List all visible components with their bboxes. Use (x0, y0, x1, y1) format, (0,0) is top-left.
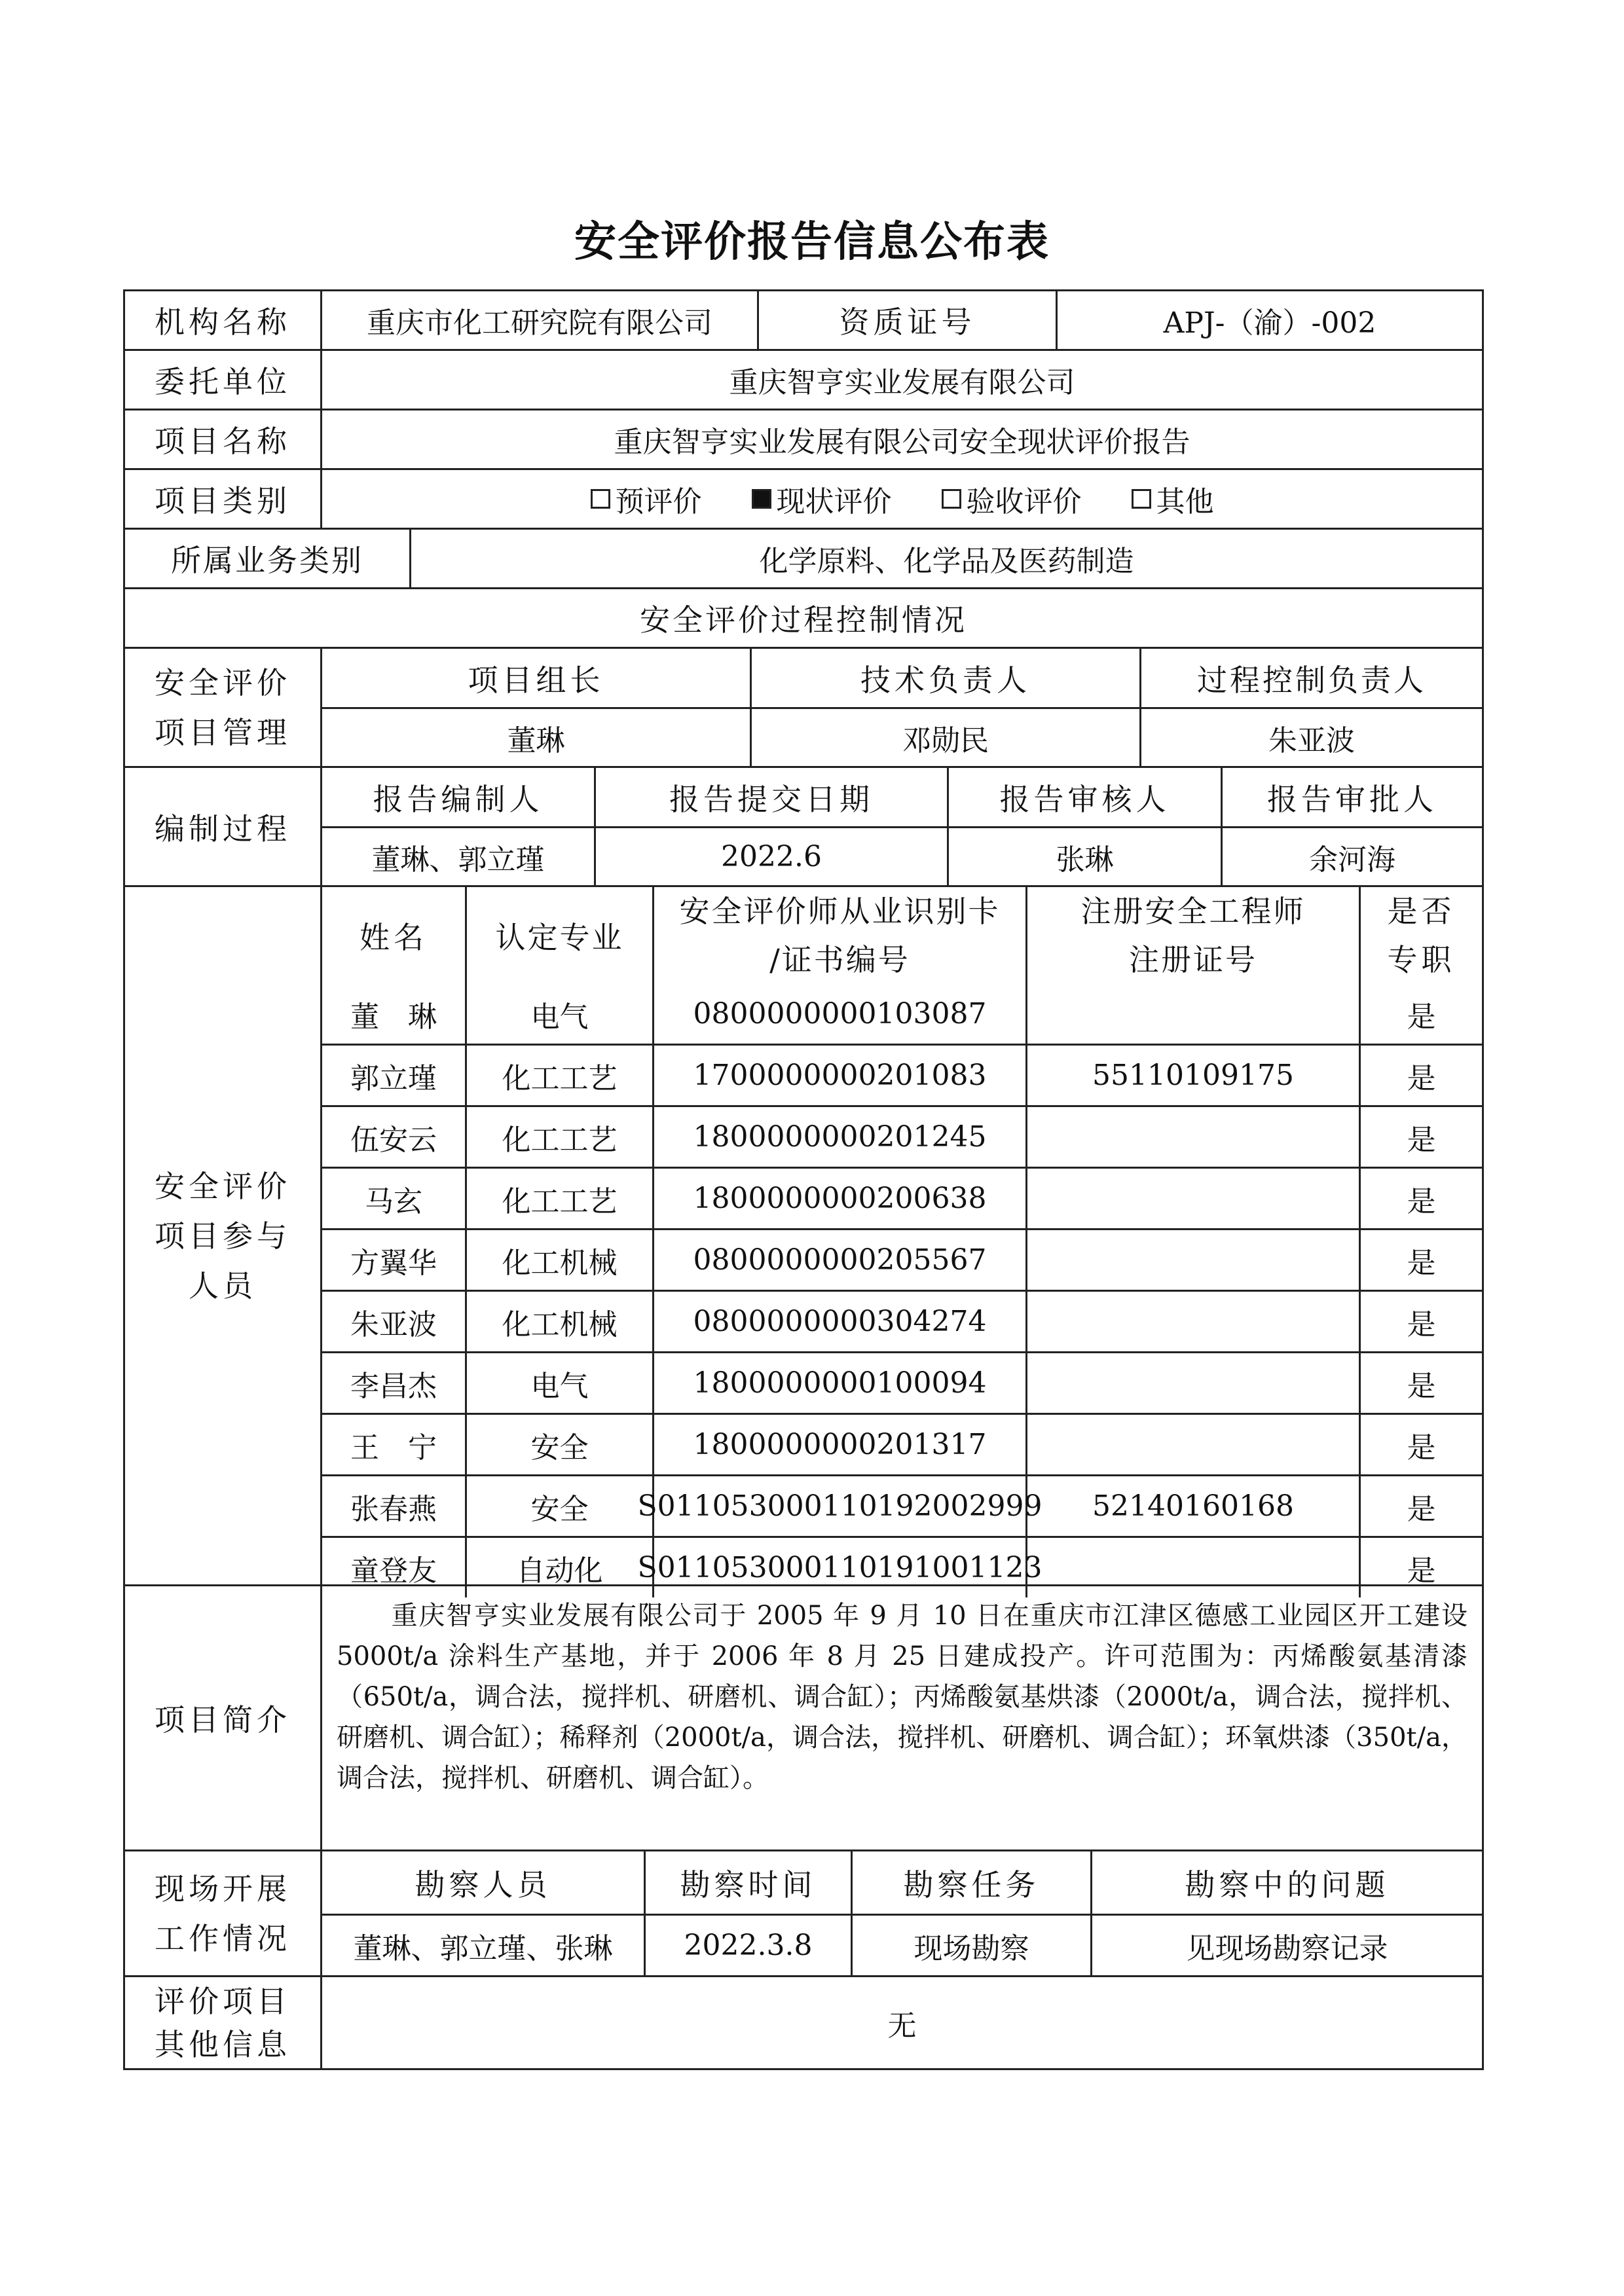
staff-card-cell: 0800000000304274 (654, 1292, 1027, 1351)
category-option-current: 现状评价 (752, 478, 892, 520)
staff-table-row (322, 1413, 1482, 1474)
staff-reg-cell (1027, 1292, 1361, 1351)
staff-full-cell: 是 (1407, 1369, 1436, 1403)
staff-name-cell: 李昌杰 (322, 1353, 467, 1413)
page-title: 安全评价报告信息公布表 (574, 217, 1050, 266)
staff-major-cell: 电气 (467, 1353, 654, 1413)
staff-reg-cell: 52140160168 (1027, 1476, 1361, 1536)
site-header: 勘察人员 (322, 1851, 646, 1914)
compile-header: 报告提交日期 (596, 768, 949, 826)
intro-text: 重庆智亨实业发展有限公司于 2005 年 9 月 10 日在重庆市江津区德感工业园区开工建设 5000t/a 涂料生产基地，并于 2006 年 8 月 25 日建成投产。许可范围为：丙烯酸氨基清漆（650t/a，调合法，搅拌机、研磨机、调合缸）；丙烯酸氨基烘漆（2000t/a，调合法，搅拌机、研磨机、调合缸）；稀释剂（2000t/a，调合法，搅拌机、研磨机、调合缸）；环氧烘漆（350t/a，调合法，搅拌机、研磨机、调合缸）。 (337, 1601, 1467, 1793)
client-value: 重庆智亨实业发展有限公司 (729, 366, 1075, 399)
cert-value: APJ-（渝）-002 (1163, 306, 1376, 340)
staff-full-cell: 是 (1407, 1554, 1436, 1588)
category-options (322, 470, 1482, 528)
checkbox-icon (591, 489, 610, 509)
project-label: 项目名称 (125, 410, 322, 468)
staff-name-cell: 方翼华 (322, 1230, 467, 1290)
staff-card-cell: S011053000110192002999 (654, 1476, 1027, 1536)
staff-name-cell: 张春燕 (322, 1476, 467, 1536)
staff-major-cell: 化工工艺 (467, 1107, 654, 1167)
site-label: 现场开展 工作情况 (125, 1851, 322, 1975)
site-value: 董琳、郭立瑾、张琳 (322, 1916, 646, 1975)
compile-value: 余河海 (1309, 843, 1395, 877)
staff-major-cell: 化工机械 (467, 1230, 654, 1290)
project-value: 重庆智亨实业发展有限公司安全现状评价报告 (614, 426, 1190, 459)
org-value: 重庆市化工研究院有限公司 (322, 291, 759, 349)
info-table (123, 289, 1484, 2070)
staff-table (322, 887, 1482, 1588)
business-row (123, 528, 1484, 587)
staff-reg-cell (1027, 1415, 1361, 1474)
staff-full-cell: 是 (1407, 1061, 1436, 1095)
staff-rows (322, 984, 1482, 1597)
staff-name-cell: 董 琳 (322, 984, 467, 1044)
compile-label: 编制过程 (125, 768, 322, 885)
site-row (123, 1850, 1484, 1975)
site-value: 2022.3.8 (646, 1916, 853, 1975)
checkbox-icon (1132, 489, 1151, 509)
staff-table-row (322, 1351, 1482, 1413)
staff-card-cell: 0800000000103087 (654, 984, 1027, 1044)
staff-name-cell: 朱亚波 (322, 1292, 467, 1351)
staff-header-major: 认定专业 (467, 887, 654, 984)
compile-value: 董琳、郭立瑾 (322, 828, 596, 885)
staff-major-cell: 安全 (467, 1415, 654, 1474)
staff-major-cell: 自动化 (467, 1538, 654, 1597)
checkbox-icon (942, 489, 961, 509)
compile-header: 报告编制人 (322, 768, 596, 826)
process-header-row (123, 587, 1484, 647)
other-row (123, 1975, 1484, 2070)
staff-table-row (322, 1105, 1482, 1167)
staff-table-row (322, 1228, 1482, 1290)
staff-full-cell: 是 (1407, 1246, 1436, 1280)
staff-card-cell: 1800000000201317 (654, 1415, 1027, 1474)
management-header: 项目组长 (322, 649, 752, 707)
staff-name-cell: 郭立瑾 (322, 1046, 467, 1105)
staff-card-cell: 0800000000205567 (654, 1230, 1027, 1290)
site-value: 现场勘察 (853, 1916, 1092, 1975)
management-label: 安全评价 项目管理 (125, 649, 322, 766)
management-grid (322, 649, 1482, 766)
staff-card-cell: 1800000000200638 (654, 1169, 1027, 1228)
staff-reg-cell (1027, 1230, 1361, 1290)
staff-card-cell: S011053000110191001123 (654, 1538, 1027, 1597)
org-row (123, 289, 1484, 349)
client-label: 委托单位 (125, 351, 322, 409)
staff-row (123, 885, 1484, 1588)
site-value: 见现场勘察记录 (1186, 1931, 1388, 1965)
staff-header-reg: 注册安全工程师 注册证号 (1027, 887, 1361, 984)
staff-card-cell: 1700000000201083 (654, 1046, 1027, 1105)
staff-header-row (322, 887, 1482, 984)
staff-major-cell: 安全 (467, 1476, 654, 1536)
other-label: 评价项目 其他信息 (125, 1977, 322, 2068)
staff-major-cell: 电气 (467, 984, 654, 1044)
category-option-acceptance: 验收评价 (942, 478, 1082, 520)
staff-full-cell: 是 (1407, 1492, 1436, 1526)
compile-grid (322, 768, 1482, 885)
staff-full-cell: 是 (1407, 1307, 1436, 1341)
management-header: 技术负责人 (752, 649, 1141, 707)
staff-table-row (322, 1167, 1482, 1228)
staff-table-row (322, 1474, 1482, 1536)
staff-label: 安全评价 项目参与 人员 (125, 887, 322, 1584)
category-label: 项目类别 (125, 470, 322, 528)
compile-value: 2022.6 (596, 828, 949, 885)
staff-card-cell: 1800000000100094 (654, 1353, 1027, 1413)
compile-row (123, 766, 1484, 885)
intro-label: 项目简介 (125, 1586, 322, 1850)
business-label: 所属业务类别 (125, 530, 411, 587)
site-header: 勘察时间 (646, 1851, 853, 1914)
client-row (123, 349, 1484, 409)
staff-header-card: 安全评价师从业识别卡 /证书编号 (654, 887, 1027, 984)
other-value: 无 (887, 2009, 917, 2043)
staff-full-cell: 是 (1407, 1123, 1436, 1157)
category-option-pre: 预评价 (591, 478, 702, 520)
staff-major-cell: 化工工艺 (467, 1169, 654, 1228)
staff-header-name: 姓名 (322, 887, 467, 984)
site-header: 勘察中的问题 (1185, 1867, 1390, 1903)
project-row (123, 409, 1484, 468)
staff-reg-cell (1027, 1169, 1361, 1228)
staff-table-row (322, 1044, 1482, 1105)
staff-major-cell: 化工工艺 (467, 1046, 654, 1105)
org-label: 机构名称 (125, 291, 322, 349)
staff-major-cell: 化工机械 (467, 1292, 654, 1351)
category-option-other: 其他 (1132, 478, 1214, 520)
staff-table-row (322, 1290, 1482, 1351)
intro-row (123, 1584, 1484, 1850)
process-header: 安全评价过程控制情况 (640, 602, 967, 638)
staff-full-cell: 是 (1407, 1000, 1436, 1034)
staff-name-cell: 伍安云 (322, 1107, 467, 1167)
checkbox-checked-icon (752, 489, 771, 509)
management-value: 邓勋民 (752, 709, 1141, 766)
staff-name-cell: 童登友 (322, 1538, 467, 1597)
management-value: 朱亚波 (1268, 723, 1355, 757)
staff-reg-cell (1027, 1107, 1361, 1167)
site-header: 勘察任务 (853, 1851, 1092, 1914)
compile-value: 张琳 (949, 828, 1223, 885)
business-value: 化学原料、化学品及医药制造 (759, 545, 1134, 578)
staff-header-fulltime: 是否 专职 (1387, 894, 1456, 977)
site-grid (322, 1851, 1482, 1975)
staff-name-cell: 马玄 (322, 1169, 467, 1228)
staff-full-cell: 是 (1407, 1184, 1436, 1218)
cert-label: 资质证号 (759, 291, 1058, 349)
management-value: 董琳 (322, 709, 752, 766)
staff-reg-cell (1027, 984, 1361, 1044)
compile-header: 报告审批人 (1267, 781, 1437, 817)
management-header: 过程控制负责人 (1197, 662, 1426, 698)
staff-table-row (322, 984, 1482, 1044)
staff-reg-cell: 55110109175 (1027, 1046, 1361, 1105)
category-row (123, 468, 1484, 528)
staff-name-cell: 王 宁 (322, 1415, 467, 1474)
management-row (123, 647, 1484, 766)
compile-header: 报告审核人 (949, 768, 1223, 826)
staff-full-cell: 是 (1407, 1430, 1436, 1465)
staff-reg-cell (1027, 1353, 1361, 1413)
staff-card-cell: 1800000000201245 (654, 1107, 1027, 1167)
